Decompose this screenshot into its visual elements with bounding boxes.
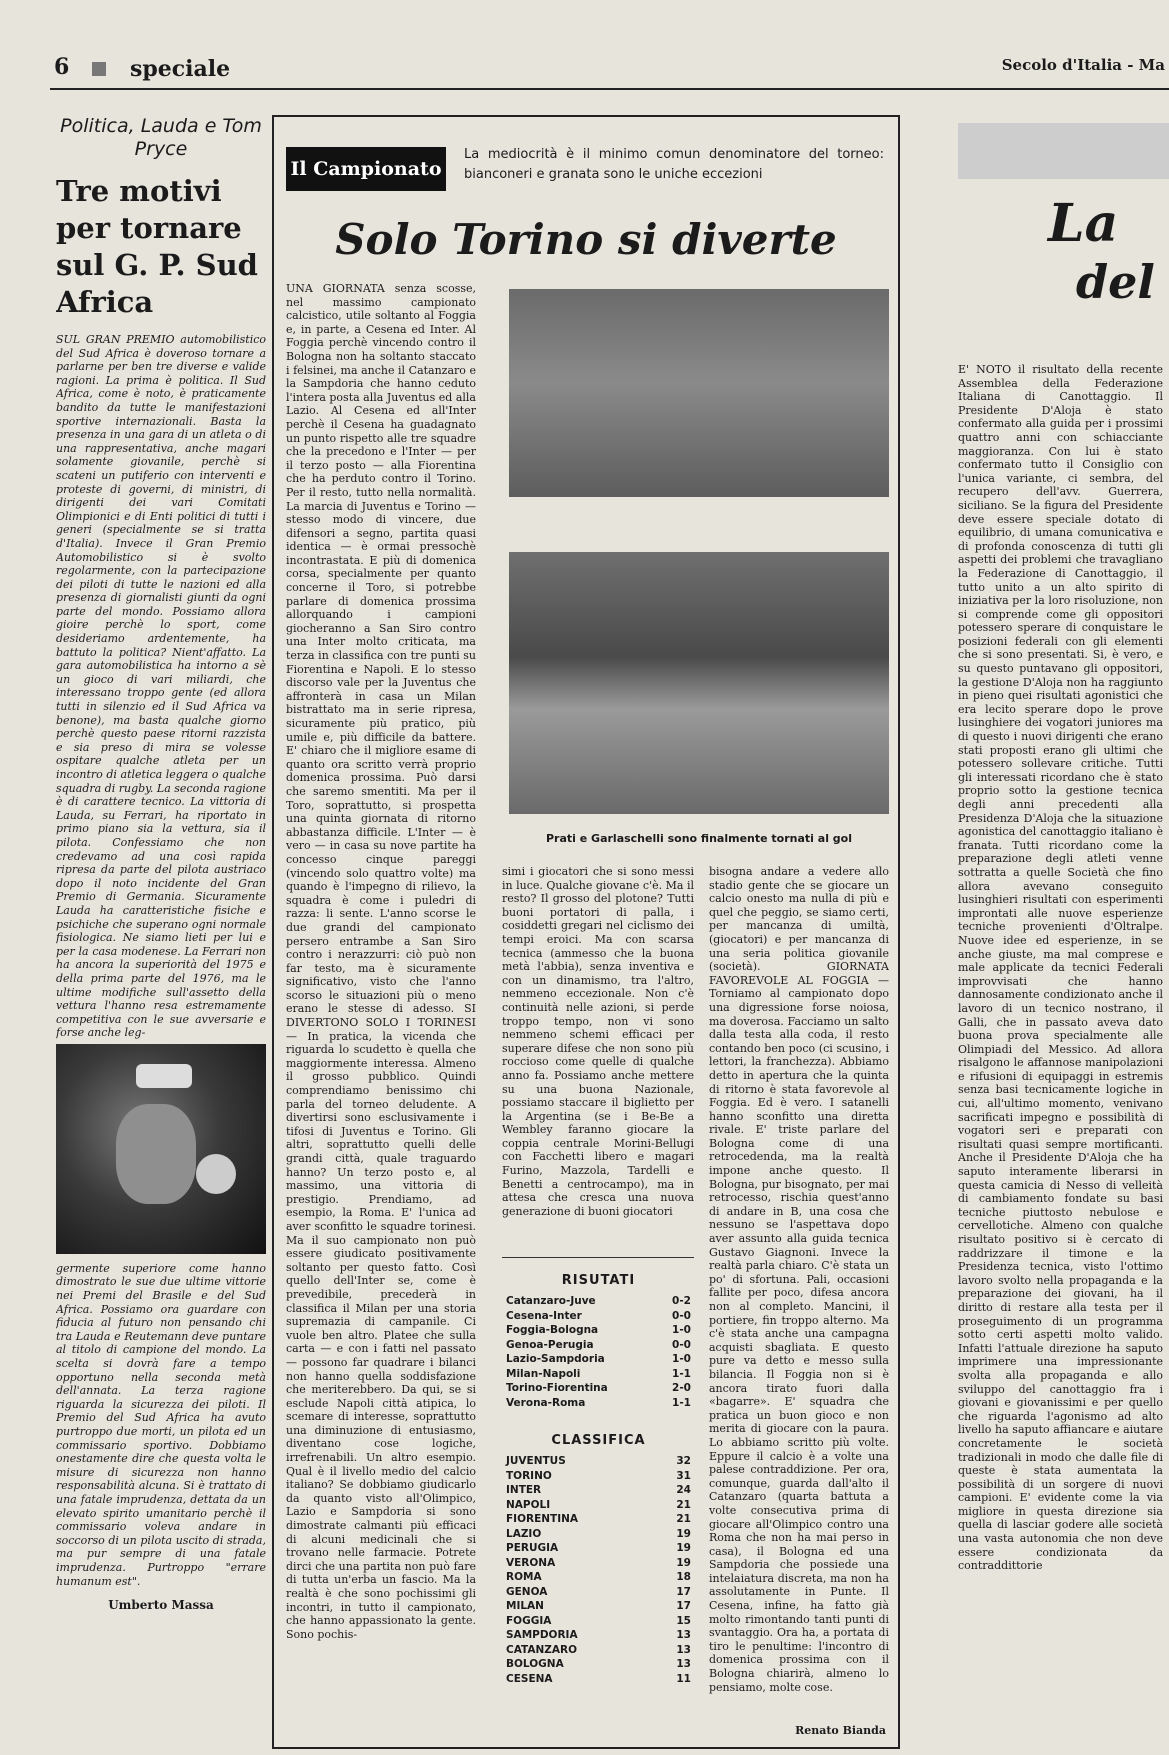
right-article-text: E' NOTO il risultato della recente Assemblea della Federazione Italiana di Canottaggio. Il Presidente D'Aloja è stato confermato alla guida per i prossimi quattro anni con schiacciante maggioranza. Con lui è stato confermato tutto il Consiglio con l'unica variante, ci sembra, del recupero dell'avv. Guerrera, siciliano. Se la figura del Presidente deve essere speciale dotato di equilibrio, di umana comunicativa e di profonda conoscenza di tutti gli aspetti dei problemi che travagliano la Federazione di Canottaggio, il tutto unito a un alto spirito di iniziativa per la loro risoluzione, non si comprende come gli oppositori potessero sperare di conquistare le posizioni federali con gli elementi che si sono presentati. Si, è vero, e su questo puntavano gli oppositori, la gestione D'Aloja non ha raggiunto in pieno quei risultati agonistici che era lecito sperare dopo le prove lusinghiere dei vogatori juniores ma di questo i nuovi dirigenti che erano stati proposti erano gli ultimi che potessero sollevare critiche. Tutti gli interessati ricordano che è stato proprio sotto la gestione tecnica degli anni precedenti alla Presidenza D'Aloja che la situazione agonistica del canottaggio italiano è franata. Tutti ricordano come la preparazione degli atleti venne sottratta a quelle Società che fino allora avevano conseguito lusinghieri risultati con esperimenti improntati alle nuove esperienze tecniche provenienti d'Oltralpe. Nuove idee ed esperienze, in se anche giuste, ma mal comprese e male applicate da tecnici Federali improvvisati che hanno dannosamente condizionato anche il lavoro di un tecnico nostrano, il Galli, che in passato aveva dato buona prova specialmente alle Olimpiadi del Messico. Ad allora risalgono le affannose manipolazioni e rifusioni di equipaggi in estremis senza basi tecnicamente logiche in cui, all'ultimo momento, venivano sacrificati impegno e possibilità di vogatori seri e preparati con risultati quasi sempre mortificanti. Anche il Presidente D'Aloja che ha saputo interamente liberarsi in questa camicia di Nesso di velleità di cambiamento fondate su basi tecniche piuttosto nebulose e cervellotiche. Almeno con qualche risultato positivo si è cercato di raddrizzare il timone e la Presidenza tecnica, visto l'ottimo lavoro svolto nella propaganda e la preparazione dei giovani, ha il diritto di restare alla testa per il proseguimento di un programma sotto certi aspetti molto valido. Infatti l'attuale direzione ha saputo imprimere una impressionante svolta alla propaganda e allo sviluppo del canottaggio fra i giovani e giovanissimi e per quello che riguarda l'agonismo ad alto livello ha saputo affiancare e aiutare concretamente le società tradizionali in modo che dalle file di queste è stata aumentata la possibilità di un sorgere di nuovi campioni. E' evidente come la via migliore in questa direzione sia quella di lasciar godere alle società una vasta autonomia che non deve essere condizionata da contraddittorie: [958, 363, 1163, 1573]
standing-row: [506, 1556, 691, 1571]
left-article: [56, 115, 266, 1725]
main-article-title: Solo Torino si diverte: [335, 215, 837, 264]
main-article-col1-text: UNA GIORNATA senza scosse, nel massimo campionato calcistico, utile soltanto al Foggia e, in parte, a Cesena ed Inter. Al Foggia perchè vincendo contro il Bologna non ha soltanto staccato i felsinei, ma anche il Catanzaro e la Sampdoria che hanno ceduto l'intera posta alla Juventus ed alla Lazio. Al Cesena ed all'Inter perchè il Cesena ha guadagnato un punto rispetto alle tre squadre che la precedono e l'Inter — per il terzo posto — alla Fiorentina che ha perduto contro il Torino. Per il resto, tutto nella normalità. La marcia di Juventus e Torino — stesso modo di vincere, due difensori a segno, partita quasi identica — è ormai pressochè incontrastata. E più di domenica corsa, specialmente per quanto concerne il Toro, si potrebbe parlare di domenica prossima allorquando i campioni giocheranno a San Siro contro una Inter molto criticata, ma terza in classifica con tre punti su Fiorentina e Napoli. E lo stesso discorso vale per la Juventus che affronterà in casa un Milan bistrattato ma in serie ripresa, sicuramente più pratico, più umile e, più difficile da battere. E' chiaro che il migliore esame di quanto ora scritto verrà proprio domenica prossima. Può darsi che saremo smentiti. Ma per il Toro, soprattutto, si prospetta una quinta giornata di ritorno abbastanza difficile. L'Inter — è vero — in casa su nove partite ha concesso cinque pareggi (vincendo solo quattro volte) ma quando è l'impegno di rilievo, la squadra è come i puledri di razza: li sente. L'anno scorse le due grandi del campionato persero entrambe a San Siro contro i nerazzurri: ciò può non far testo, ma è sicuramente significativo, visto che l'anno scorso le situazioni più o meno erano le stesse di adesso. SI DIVERTONO SOLO I TORINESI — In pratica, la vicenda che riguarda lo scudetto è quella che maggiormente interessa. Almeno il grosso pubblico. Quindi comprendiamo benissimo chi parla del torneo deludente. A divertirsi sono esclusivamente i tifosi di Juventus e Torino. Gli altri, soprattutto quelli delle grandi città, quale traguardo hanno? Un terzo posto e, al massimo, una vittoria di prestigio. Prendiamo, ad esempio, la Roma. E' l'unica ad aver sconfitto le squadre torinesi. Ma il suo campionato non può essere giudicato positivamente soltanto per questo fatto. Così quello dell'Inter se, come è prevedibile, precederà in classifica il Milan per una storia supremazia di campanile. Ci vuole ben altro. Platee che sulla carta — e con i fatti nel passato — possono far quadrare i bilanci non hanno quella soddisfazione che meriterebbero. Da qui, se si esclude Napoli città atipica, lo scemare di interesse, soprattutto una diminuzione di entusiasmo, diventano cose logiche, irrefrenabili. Un altro esempio. Qual è il livello medio del calcio italiano? Se dobbiamo giudicarlo da quanto visto all'Olimpico, Lazio e Sampdoria si sono dimostrate calmanti più efficaci di alcuni medicinali che si trovano nelle farmacie. Potrete dirci che una partita non può fare di tutta un'erba un fascio. Ma la realtà è che sono pochissimi gli incontri, in tutto il campionato, che hanno appassionato la gente. Sono pochis-: [286, 282, 476, 1641]
standing-row-label: SAMPDORIA: [506, 1629, 578, 1641]
standing-row-value: 24: [676, 1484, 691, 1496]
flower-shape: [196, 1154, 236, 1194]
standings-title: CLASSIFICA: [551, 1433, 646, 1448]
standing-row-label: ROMA: [506, 1571, 542, 1583]
result-row-label: Lazio-Sampdoria: [506, 1353, 605, 1365]
standing-row-label: JUVENTUS: [506, 1455, 566, 1467]
standing-row-value: 15: [676, 1614, 691, 1627]
result-row-label: Genoa-Perugia: [506, 1338, 594, 1351]
standing-row-value: 32: [676, 1455, 691, 1467]
standing-row-label: CESENA: [506, 1672, 553, 1685]
standing-row-value: 18: [676, 1571, 691, 1583]
standing-row-label: GENOA: [506, 1585, 548, 1598]
right-article: [958, 115, 1169, 1755]
left-article-body-part2: germente superiore come hanno dimostrato le sue due ultime vittorie nei Premi del Brasile e del Sud Africa. Possiamo ora guardare con fiducia al futuro non pensando chi tra Lauda e Reutemann deve puntare al titolo di campione del mondo. La scelta si dovrà fare a tempo opportuno nella seconda metà dell'annata. La terza ragione riguarda la sicurezza dei piloti. Il Premio del Sud Africa ha avuto purtroppo due morti, un pilota ed un commissario sportivo. Dobbiamo onestamente dire che questa volta le misure di sicurezza non hanno responsabilità alcuna. Si è trattato di una fatale imprudenza, dettata da un elevato spirito umanitario perchè il commissario voleva andare in soccorso di un pilota uscito di strada, ma pur sempre di una fatale imprudenza. Purtroppo "errare humanum est".: [56, 1261, 266, 1588]
standing-row-value: 31: [676, 1469, 691, 1482]
right-article-headline-2: del: [1076, 255, 1155, 309]
result-row-label: Cesena-Inter: [506, 1309, 582, 1322]
main-article: [272, 115, 900, 1749]
main-article-col2-text: simi i giocatori che si sono messi in luce. Qualche giovane c'è. Ma il resto? Il grosso del plotone? Tutti buoni portatori di palla, i cosiddetti gregari nel ciclismo dei tempi eroici. Ma con scarsa tecnica (ammesso che la buona metà l'abbia), senza inventiva e con un dinamismo, tra l'altro, nemmeno eccezionale. Non c'è continuità nelle azioni, si perde troppo tempo, non vi sono nemmeno schemi efficaci per superare difese che non sono più roccioso come quelle di qualche anno fa. Possiamo anche mettere su una buona Nazionale, possiamo staccare il biglietto per la Argentina (se i Be-Be a Wembley faranno giocare la coppia centrale Morini-Bellugi con Facchetti libero e magari Furino, Mazzola, Tardelli e Benetti a centrocampo), ma in attesa che cresca una nuova generazione di buoni giocatori: [502, 865, 694, 1218]
standing-row: [506, 1454, 691, 1469]
result-row: [506, 1338, 691, 1353]
main-article-column-3: [709, 865, 889, 1732]
result-row-label: Torino-Fiorentina: [506, 1382, 608, 1394]
standing-row-value: 21: [676, 1498, 691, 1511]
standing-row-label: INTER: [506, 1484, 542, 1496]
cap-shape: [136, 1064, 192, 1088]
right-article-headline-1: La: [1048, 193, 1119, 254]
result-row-value: 2-0: [672, 1382, 691, 1394]
standing-row-value: 19: [676, 1527, 691, 1540]
standing-row: [506, 1483, 691, 1498]
standing-row: [506, 1498, 691, 1513]
result-row-label: Foggia-Bologna: [506, 1324, 599, 1336]
result-row-value: 0-0: [672, 1338, 691, 1351]
page-header: [50, 48, 1169, 90]
main-article-column-2: [502, 865, 694, 1243]
standing-row-value: 13: [676, 1629, 691, 1641]
standing-row: [506, 1541, 691, 1556]
standing-row-value: 19: [676, 1542, 691, 1554]
result-row: [506, 1367, 691, 1382]
standing-row: [506, 1599, 691, 1614]
masthead: Secolo d'Italia - Ma: [1001, 56, 1165, 74]
section-badge: Il Campionato: [286, 147, 446, 191]
match-photo-bottom: [509, 552, 889, 814]
left-article-headline: Tre motivi per tornare sul G. P. Sud Africa: [56, 174, 258, 319]
left-article-kicker: Politica, Lauda e Tom Pryce: [60, 115, 262, 160]
standing-row-label: PERUGIA: [506, 1542, 559, 1554]
results-table: [506, 1267, 691, 1410]
standing-row-label: VERONA: [506, 1556, 556, 1569]
standing-row: [506, 1527, 691, 1542]
result-row: [506, 1396, 691, 1411]
standing-row: [506, 1570, 691, 1585]
standing-row-label: FOGGIA: [506, 1614, 552, 1627]
standing-row-label: TORINO: [506, 1469, 552, 1482]
result-row: [506, 1352, 691, 1367]
standing-row: [506, 1628, 691, 1643]
standing-row-value: 11: [676, 1672, 691, 1685]
standing-row-value: 21: [676, 1513, 691, 1525]
right-article-band: [958, 123, 1169, 179]
standing-row-label: LAZIO: [506, 1527, 542, 1540]
result-row-value: 0-2: [672, 1295, 691, 1307]
standing-row-value: 17: [676, 1585, 691, 1598]
standing-row: [506, 1512, 691, 1527]
main-article-col3-text: bisogna andare a vedere allo stadio gente che se giocare un calcio onesto ma nulla di più e quel che peggio, se siamo certi, per mancanza di umiltà, (giocatori) e per mancanza di una seria politica giovanile (società). GIORNATA FAVOREVOLE AL FOGGIA — Torniamo al campionato dopo una digressione forse noiosa, ma doverosa. Facciamo un salto dalla testa alla coda, il resto contando ben poco (ci scusino, i lettori, la franchezza). Abbiamo detto in apertura che la quinta di ritorno è stata favorevole al Foggia. Ed è vero. I satanelli hanno sconfitto una diretta rivale. E' triste parlare del Bologna come di una retrocedenda, ma la realtà impone anche questo. Il Bologna, pur bisognato, per mai retrocesso, rischia quest'anno di andare in B, una cosa che nessuno se l'aspettava dopo aver assunto alla guida tecnica Gustavo Giagnoni. Invece la realtà parla chiaro. C'è stata un po' di sfortuna. Pali, occasioni fallite per poco, difesa ancora non al completo. Mancini, il portiere, fin troppo alterno. Ma c'è stata anche una campagna acquisti sbagliata. E questo pure va detto e messo sulla bilancia. Il Foggia non si è ancora tirato fuori dalla «bagarre». E' squadra che pratica un buon gioco e non merita di giocare con la paura. Lo abbiamo scritto più volte. Eppure il calcio è a volte una palese contraddizione. Per ora, comunque, guarda dall'alto il Catanzaro (quarta battuta a volte consecutiva prima di giocare all'Olimpico contro una Roma che non ha mai perso in casa), il Bologna ed una Sampdoria che possiede una intelaiatura discreta, ma non ha assolutamente in Punte. Il Cesena, infine, ha fatto già molto rimontando tanti punti di svantaggio. Ora ha, a portata di tiro le penultime: l'incontro di domenica prossima con il Bologna chiarirà, almeno lo pensiamo, molte cose.: [709, 865, 889, 1694]
results-title: RISUTATI: [561, 1273, 636, 1288]
match-photo-top: [509, 289, 889, 497]
standing-row-label: MILAN: [506, 1600, 544, 1612]
result-row: [506, 1294, 691, 1309]
standing-row-value: 19: [676, 1556, 691, 1569]
results-rows: [506, 1294, 691, 1410]
main-article-column-1: [286, 282, 476, 1742]
standing-row-value: 13: [676, 1643, 691, 1656]
result-row-value: 1-1: [672, 1396, 691, 1409]
standings-table: [506, 1427, 691, 1686]
result-row: [506, 1309, 691, 1324]
result-row-label: Verona-Roma: [506, 1396, 586, 1409]
result-row-value: 1-0: [672, 1324, 691, 1336]
divider: [502, 1257, 694, 1258]
left-article-body-part1: SUL GRAN PREMIO automobilistico del Sud Africa è doveroso tornare a parlarne per ben tre diverse e valide ragioni. La prima è politica. Il Sud Africa, come è noto, è praticamente bandito da tutte le manifestazioni sportive internazionali. Basta la presenza in una gara di un atleta o di una rappresentativa, anche magari solamente giovanile, perchè si scateni un putiferio con interventi e proteste di governi, di ministri, di dirigenti dei vari Comitati Olimpionici e di Enti politici di tutti i generi (specialmente se si tratta d'Italia). Invece il Gran Premio Automobilistico si è svolto regolarmente, con la partecipazione dei piloti di tutte le nazioni ed alla presenza di giornalisti giunti da ogni parte del mondo. Possiamo allora gioire perchè lo sport, come desideriamo ardentemente, ha battuto la politica? Nient'affatto. La gara automobilistica ha intorno a sè un gioco di vari miliardi, che interessano troppo gente (ed allora tutti in silenzio ed il Sud Africa va benone), ma basta qualche giorno perchè questo paese ritorni razzista e sia preso di mira se volesse ospitare qualche atleta per un incontro di atletica leggera o qualche squadra di rugby. La seconda ragione è di carattere tecnico. La vittoria di Lauda, su Ferrari, ha riportato in primo piano sia la vettura, sia il pilota. Confessiamo che non credevamo ad una così rapida ripresa da parte del pilota austriaco dopo il noto incidente del Gran Premio di Germania. Sicuramente Lauda ha caratteristiche fisiche e psichiche che superano ogni normale fisiologica. Ne siamo lieti per lui e per la casa modenese. La Ferrari non ha ancora la superiorità del 1975 e della prima parte del 1976, ma le ultime modifiche sull'assetto della vettura l'hanno resa estremamente competitiva con le sue avversarie e forse anche leg-: [56, 333, 266, 1040]
result-row-value: 1-1: [672, 1367, 691, 1380]
left-article-author: Umberto Massa: [108, 1598, 214, 1613]
standing-row: [506, 1672, 691, 1687]
section-label: speciale: [130, 56, 231, 82]
result-row-value: 1-0: [672, 1353, 691, 1365]
standing-row: [506, 1614, 691, 1629]
standing-row: [506, 1469, 691, 1484]
result-row-label: Milan-Napoli: [506, 1367, 581, 1380]
face-shape: [116, 1104, 196, 1204]
standing-row: [506, 1657, 691, 1672]
main-article-deck: La mediocrità è il minimo comun denominatore del torneo: bianconeri e granata sono le uniche eccezioni: [464, 147, 884, 182]
standing-row-value: 17: [676, 1600, 691, 1612]
section-square-icon: [92, 62, 106, 76]
standing-row: [506, 1643, 691, 1658]
lauda-photo: [56, 1044, 266, 1254]
photo-caption: Prati e Garlaschelli sono finalmente tornati al gol: [545, 832, 852, 845]
standing-row-label: CATANZARO: [506, 1643, 578, 1656]
page-number: 6: [54, 54, 70, 80]
standing-row-value: 13: [676, 1658, 691, 1670]
standing-row: [506, 1585, 691, 1600]
result-row-value: 0-0: [672, 1309, 691, 1322]
main-article-author: Renato Bianda: [795, 1724, 886, 1737]
result-row-label: Catanzaro-Juve: [506, 1295, 596, 1307]
standing-row-label: FIORENTINA: [506, 1513, 579, 1525]
result-row: [506, 1381, 691, 1396]
standing-row-label: NAPOLI: [506, 1498, 551, 1511]
right-article-body: [958, 363, 1163, 1575]
result-row: [506, 1323, 691, 1338]
standings-rows: [506, 1454, 691, 1686]
standing-row-label: BOLOGNA: [506, 1658, 564, 1670]
